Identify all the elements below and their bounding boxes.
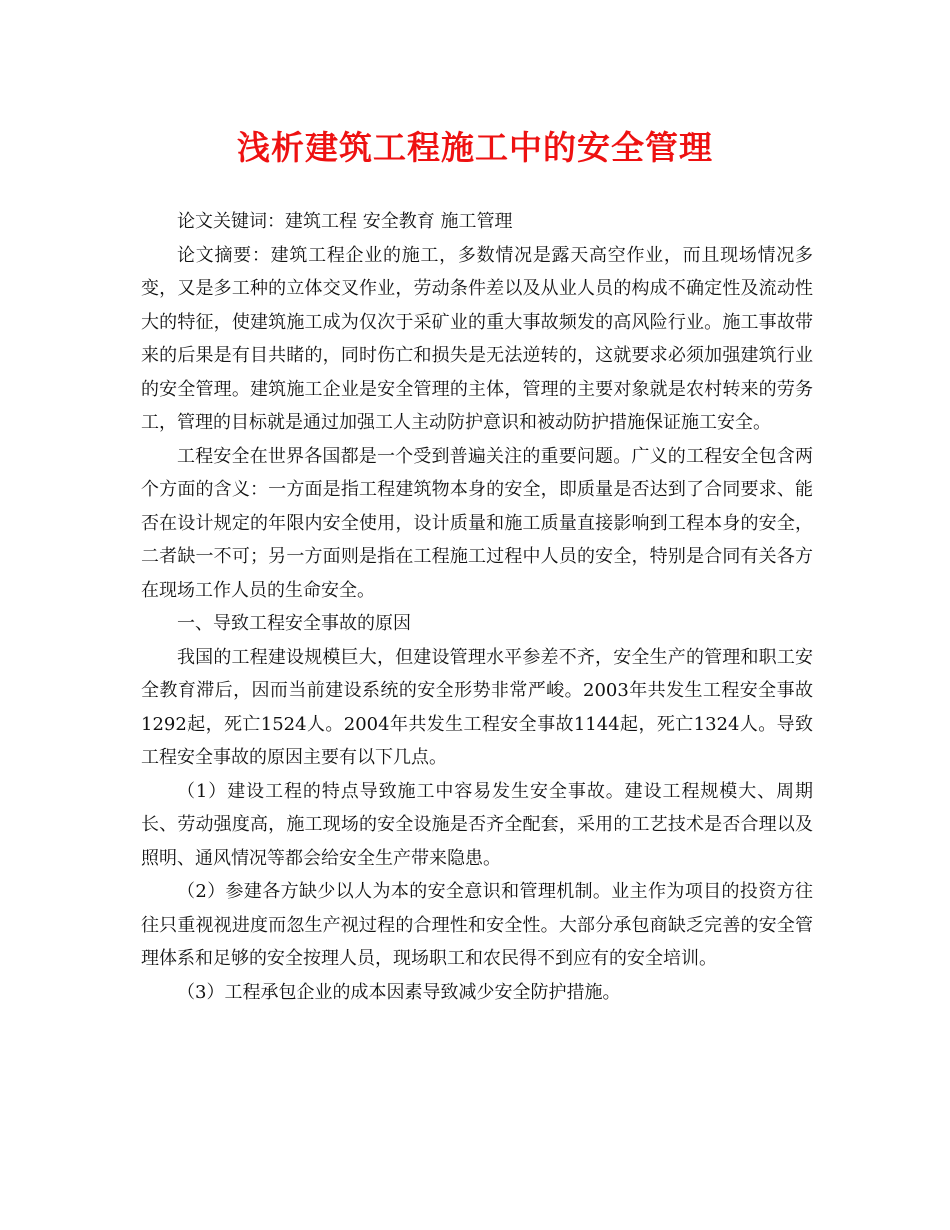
abstract-paragraph: 论文摘要：建筑工程企业的施工，多数情况是露天高空作业，而且现场情况多变，又是多工种的立体交叉作业，劳动条件差以及从业人员的构成不确定性及流动性大的特征，使建筑施工成为仅次于采矿业的重大事故频发的高风险行业。施工事故带来的后果是有目共睹的，同时伤亡和损失是无法逆转的，这就要求必须加强建筑行业的安全管理。建筑施工企业是安全管理的主体，管理的主要对象就是农村转来的劳务工，管理的目标就是通过加强工人主动防护意识和被动防护措施保证施工安全。: [141, 244, 813, 433]
keywords-paragraph: 论文关键词：建筑工程 安全教育 施工管理: [177, 211, 513, 232]
cause-item-2: （2）参建各方缺少以人为本的安全意识和管理机制。业主作为项目的投资方往往只重视视进度而忽生产视过程的合理性和安全性。大部分承包商缺乏完善的安全管理体系和足够的安全按理人员，现场职工和农民得不到应有的安全培训。: [141, 881, 813, 969]
document-title: 浅析建筑工程施工中的安全管理: [237, 128, 713, 167]
intro-paragraph: 工程安全在世界各国都是一个受到普遍关注的重要问题。广义的工程安全包含两个方面的含义：一方面是指工程建筑物本身的安全，即质量是否达到了合同要求、能否在设计规定的年限内安全使用，设计质量和施工质量直接影响到工程本身的安全，二者缺一不可；另一方面则是指在工程施工过程中人员的安全，特别是合同有关各方在现场工作人员的生命安全。: [141, 445, 813, 601]
cause-item-3: （3）工程承包企业的成本因素导致减少安全防护措施。: [177, 981, 621, 1003]
section-heading: 一、导致工程安全事故的原因: [177, 613, 411, 634]
causes-paragraph: 我国的工程建设规模巨大，但建设管理水平参差不齐，安全生产的管理和职工安全教育滞后，因而当前建设系统的安全形势非常严峻。2003年共发生工程安全事故1292起，死亡1524人。2004年共发生工程安全事故1144起，死亡1324人。导致工程安全事故的原因主要有以下几点。: [141, 646, 813, 768]
document-body: [141, 205, 813, 1009]
cause-item-1: （1）建设工程的特点导致施工中容易发生安全事故。建设工程规模大、周期长、劳动强度高，施工现场的安全设施是否齐全配套，采用的工艺技术是否合理以及照明、通风情况等都会给安全生产带来隐患。: [141, 780, 813, 869]
